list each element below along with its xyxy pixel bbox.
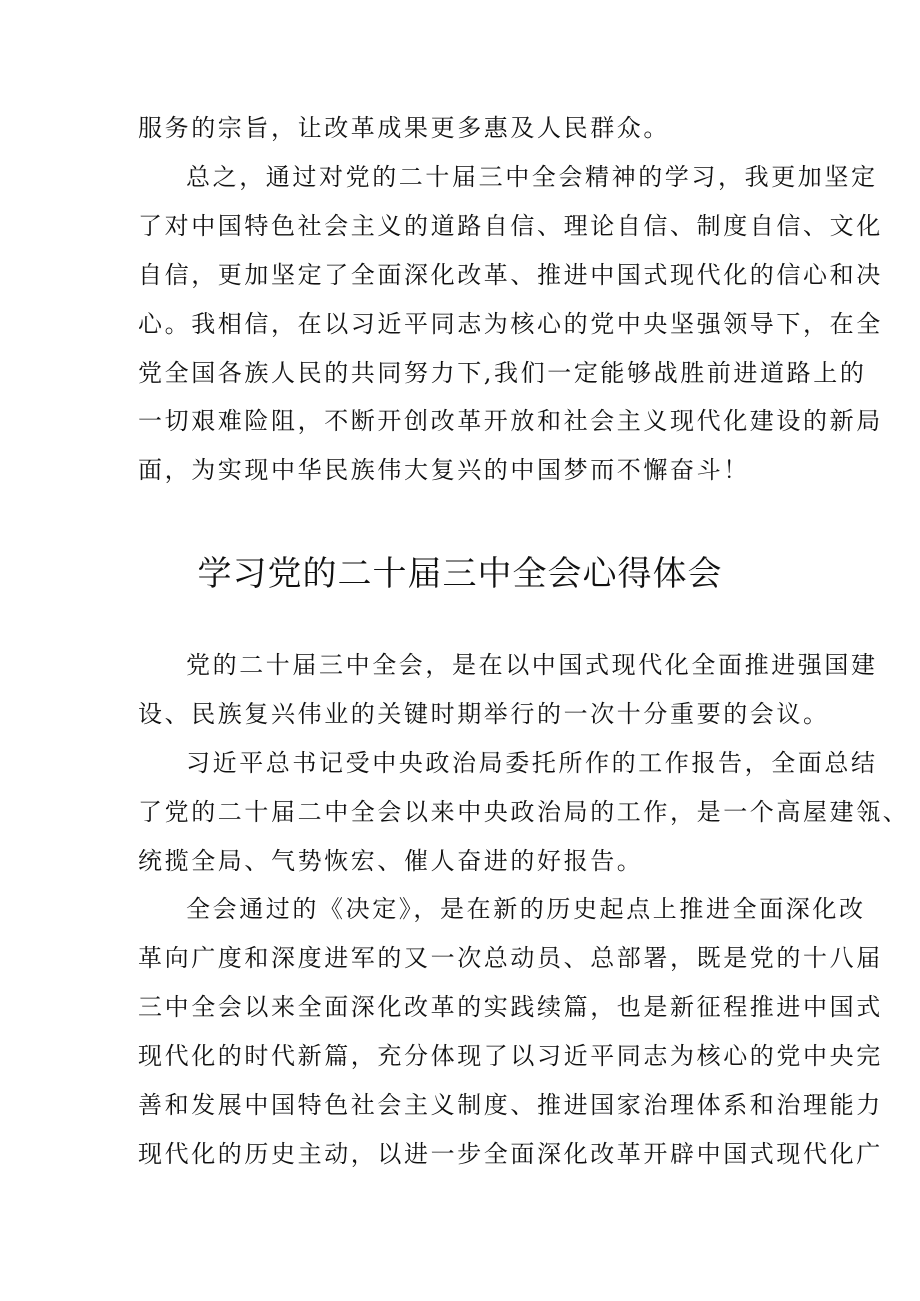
text-line: 心。我相信，在以习近平同志为核心的党中央坚强领导下，在全	[138, 310, 883, 338]
text-line: 面，为实现中华民族伟大复兴的中国梦而不懈奋斗！	[138, 456, 750, 484]
text-line: 自信，更加坚定了全面深化改革、推进中国式现代化的信心和决	[138, 261, 883, 289]
text-line: 习近平总书记受中央政治局委托所作的工作报告，全面总结	[186, 749, 878, 777]
text-line: 统揽全局、气势恢宏、催人奋进的好报告。	[138, 847, 644, 875]
article-title: 学习党的二十届三中全会心得体会	[197, 554, 723, 594]
text-line: 党的二十届三中全会，是在以中国式现代化全面推进强国建	[186, 651, 878, 679]
text-line: 了党的二十届二中全会以来中央政治局的工作，是一个高屋建瓴、	[138, 798, 910, 826]
text-line: 一切艰难险阻，不断开创改革开放和社会主义现代化建设的新局	[138, 407, 883, 435]
text-line: 党全国各族人民的共同努力下,我们一定能够战胜前进道路上的	[138, 359, 867, 387]
text-line: 全会通过的《决定》，是在新的历史起点上推进全面深化改	[186, 895, 866, 923]
text-line: 革向广度和深度进军的又一次总动员、总部署，既是党的十八届	[138, 944, 883, 972]
text-line: 现代化的时代新篇，充分体现了以习近平同志为核心的党中央完	[138, 1042, 883, 1070]
text-line: 三中全会以来全面深化改革的实践续篇，也是新征程推进中国式	[138, 993, 883, 1021]
text-line: 现代化的历史主动，以进一步全面深化改革开辟中国式现代化广	[138, 1140, 883, 1168]
text-line: 设、民族复兴伟业的关键时期举行的一次十分重要的会议。	[138, 700, 830, 728]
text-line: 了对中国特色社会主义的道路自信、理论自信、制度自信、文化	[138, 212, 883, 240]
text-line: 善和发展中国特色社会主义制度、推进国家治理体系和治理能力	[138, 1091, 883, 1119]
text-line: 总之，通过对党的二十届三中全会精神的学习，我更加坚定	[186, 163, 878, 191]
text-line: 服务的宗旨，让改革成果更多惠及人民群众。	[138, 114, 670, 142]
